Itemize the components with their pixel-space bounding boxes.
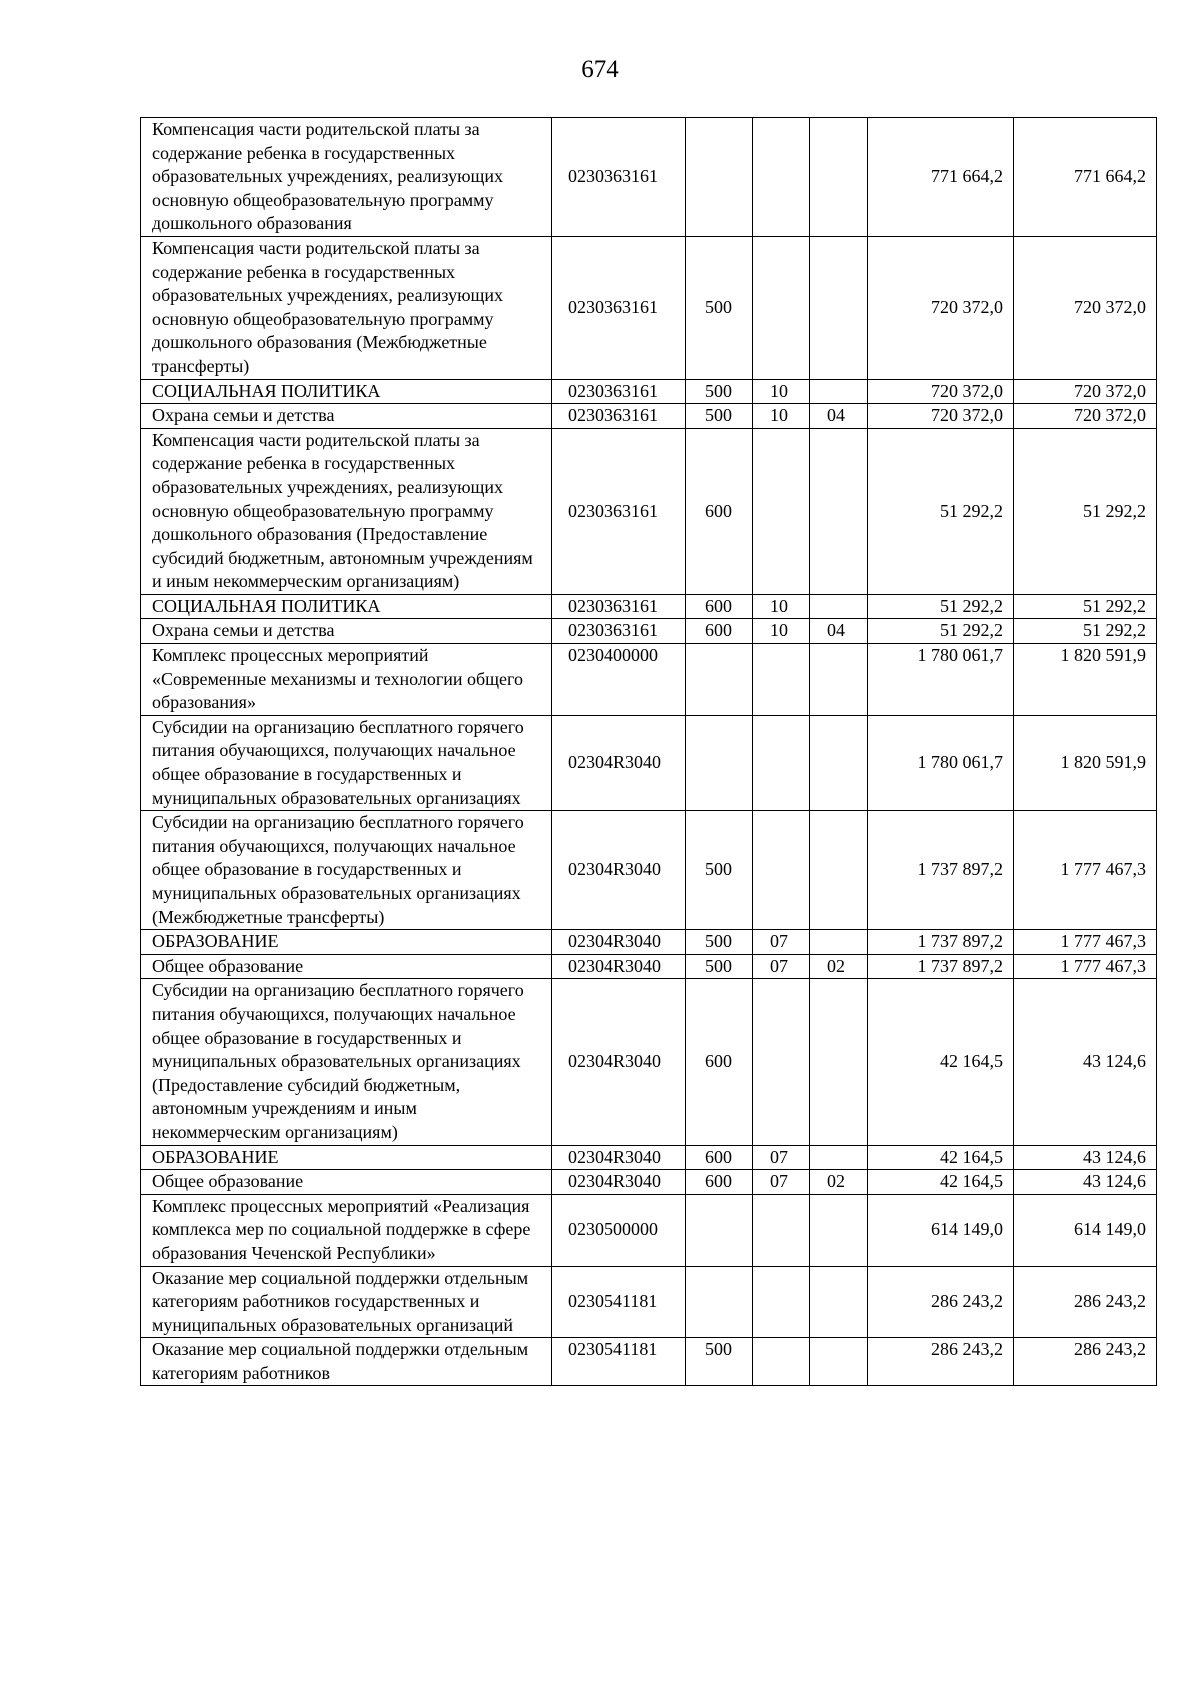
row-name-cell: Охрана семьи и детства bbox=[141, 619, 552, 644]
subsection-cell bbox=[810, 236, 868, 379]
expense-type-cell: 500 bbox=[686, 379, 753, 404]
subsection-cell bbox=[810, 1194, 868, 1266]
section-cell bbox=[753, 811, 810, 930]
subsection-cell bbox=[810, 428, 868, 594]
target-code-cell: 02304R3040 bbox=[552, 979, 686, 1145]
section-cell: 07 bbox=[753, 954, 810, 979]
table-row bbox=[141, 1266, 1157, 1338]
amount-year1-cell: 286 243,2 bbox=[868, 1266, 1014, 1338]
expense-type-cell: 600 bbox=[686, 1145, 753, 1170]
table-row bbox=[141, 594, 1157, 619]
target-code-cell: 02304R3040 bbox=[552, 1145, 686, 1170]
section-cell bbox=[753, 1338, 810, 1386]
amount-year2-cell: 720 372,0 bbox=[1014, 404, 1157, 429]
row-name-cell: СОЦИАЛЬНАЯ ПОЛИТИКА bbox=[141, 594, 552, 619]
target-code-cell: 0230541181 bbox=[552, 1338, 686, 1386]
table-row bbox=[141, 379, 1157, 404]
budget-table-body bbox=[141, 118, 1157, 1386]
subsection-cell bbox=[810, 811, 868, 930]
row-name-cell: Компенсация части родительской платы за содержание ребенка в государственных образовательных учреждениях, реализующих основную общеобразовательную программу дошкольного образования bbox=[141, 118, 552, 237]
target-code-cell: 02304R3040 bbox=[552, 930, 686, 955]
amount-year1-cell: 614 149,0 bbox=[868, 1194, 1014, 1266]
row-name-cell: Субсидии на организацию бесплатного горячего питания обучающихся, получающих начальное общее образование в государственных и муниципальных образовательных организациях bbox=[141, 715, 552, 810]
section-cell bbox=[753, 428, 810, 594]
subsection-cell bbox=[810, 715, 868, 810]
target-code-cell: 0230363161 bbox=[552, 236, 686, 379]
amount-year2-cell: 720 372,0 bbox=[1014, 379, 1157, 404]
subsection-cell bbox=[810, 1266, 868, 1338]
amount-year1-cell: 720 372,0 bbox=[868, 236, 1014, 379]
target-code-cell: 0230541181 bbox=[552, 1266, 686, 1338]
target-code-cell: 0230363161 bbox=[552, 428, 686, 594]
subsection-cell bbox=[810, 644, 868, 716]
subsection-cell bbox=[810, 1338, 868, 1386]
amount-year1-cell: 51 292,2 bbox=[868, 619, 1014, 644]
section-cell bbox=[753, 1266, 810, 1338]
table-row bbox=[141, 428, 1157, 594]
section-cell: 10 bbox=[753, 619, 810, 644]
expense-type-cell: 500 bbox=[686, 236, 753, 379]
row-name-cell: Комплекс процессных мероприятий «Реализация комплекса мер по социальной поддержке в сфере образования Чеченской Республики» bbox=[141, 1194, 552, 1266]
target-code-cell: 0230363161 bbox=[552, 379, 686, 404]
amount-year1-cell: 1 737 897,2 bbox=[868, 930, 1014, 955]
amount-year1-cell: 286 243,2 bbox=[868, 1338, 1014, 1386]
row-name-cell: Охрана семьи и детства bbox=[141, 404, 552, 429]
target-code-cell: 0230363161 bbox=[552, 118, 686, 237]
row-name-cell: Оказание мер социальной поддержки отдельным категориям работников bbox=[141, 1338, 552, 1386]
section-cell: 10 bbox=[753, 379, 810, 404]
table-row bbox=[141, 715, 1157, 810]
subsection-cell: 04 bbox=[810, 619, 868, 644]
target-code-cell: 0230363161 bbox=[552, 594, 686, 619]
table-row bbox=[141, 118, 1157, 237]
budget-table bbox=[140, 117, 1157, 1386]
amount-year2-cell: 771 664,2 bbox=[1014, 118, 1157, 237]
section-cell bbox=[753, 979, 810, 1145]
amount-year2-cell: 51 292,2 bbox=[1014, 428, 1157, 594]
row-name-cell: Субсидии на организацию бесплатного горячего питания обучающихся, получающих начальное общее образование в государственных и муниципальных образовательных организациях (Предоставление субсидий бюджетным, автономным учреждениям и иным некоммерческим организациям) bbox=[141, 979, 552, 1145]
target-code-cell: 02304R3040 bbox=[552, 1170, 686, 1195]
row-name-cell: Общее образование bbox=[141, 1170, 552, 1195]
subsection-cell bbox=[810, 118, 868, 237]
row-name-cell: Комплекс процессных мероприятий «Современные механизмы и технологии общего образования» bbox=[141, 644, 552, 716]
target-code-cell: 02304R3040 bbox=[552, 811, 686, 930]
amount-year1-cell: 1 780 061,7 bbox=[868, 715, 1014, 810]
subsection-cell: 02 bbox=[810, 954, 868, 979]
amount-year2-cell: 1 777 467,3 bbox=[1014, 811, 1157, 930]
section-cell bbox=[753, 236, 810, 379]
amount-year1-cell: 51 292,2 bbox=[868, 428, 1014, 594]
expense-type-cell: 600 bbox=[686, 979, 753, 1145]
section-cell bbox=[753, 118, 810, 237]
expense-type-cell bbox=[686, 644, 753, 716]
target-code-cell: 02304R3040 bbox=[552, 715, 686, 810]
amount-year2-cell: 1 820 591,9 bbox=[1014, 644, 1157, 716]
amount-year2-cell: 720 372,0 bbox=[1014, 236, 1157, 379]
expense-type-cell bbox=[686, 1194, 753, 1266]
expense-type-cell: 500 bbox=[686, 930, 753, 955]
expense-type-cell bbox=[686, 118, 753, 237]
section-cell: 07 bbox=[753, 930, 810, 955]
amount-year1-cell: 720 372,0 bbox=[868, 379, 1014, 404]
amount-year2-cell: 1 777 467,3 bbox=[1014, 954, 1157, 979]
row-name-cell: Общее образование bbox=[141, 954, 552, 979]
table-row bbox=[141, 644, 1157, 716]
subsection-cell bbox=[810, 379, 868, 404]
expense-type-cell: 600 bbox=[686, 1170, 753, 1195]
target-code-cell: 0230500000 bbox=[552, 1194, 686, 1266]
target-code-cell: 0230363161 bbox=[552, 404, 686, 429]
table-row bbox=[141, 811, 1157, 930]
amount-year2-cell: 51 292,2 bbox=[1014, 619, 1157, 644]
row-name-cell: Субсидии на организацию бесплатного горячего питания обучающихся, получающих начальное общее образование в государственных и муниципальных образовательных организациях (Межбюджетные трансферты) bbox=[141, 811, 552, 930]
expense-type-cell: 500 bbox=[686, 811, 753, 930]
table-row bbox=[141, 404, 1157, 429]
subsection-cell bbox=[810, 1145, 868, 1170]
expense-type-cell bbox=[686, 715, 753, 810]
expense-type-cell bbox=[686, 1266, 753, 1338]
row-name-cell: ОБРАЗОВАНИЕ bbox=[141, 930, 552, 955]
section-cell: 10 bbox=[753, 404, 810, 429]
expense-type-cell: 600 bbox=[686, 428, 753, 594]
table-row bbox=[141, 979, 1157, 1145]
amount-year2-cell: 286 243,2 bbox=[1014, 1338, 1157, 1386]
amount-year1-cell: 42 164,5 bbox=[868, 1170, 1014, 1195]
row-name-cell: ОБРАЗОВАНИЕ bbox=[141, 1145, 552, 1170]
expense-type-cell: 500 bbox=[686, 404, 753, 429]
amount-year1-cell: 42 164,5 bbox=[868, 979, 1014, 1145]
amount-year1-cell: 720 372,0 bbox=[868, 404, 1014, 429]
row-name-cell: Компенсация части родительской платы за содержание ребенка в государственных образовательных учреждениях, реализующих основную общеобразовательную программу дошкольного образования (Предоставление субсидий бюджетным, автономным учреждениям и иным некоммерческим организациям) bbox=[141, 428, 552, 594]
subsection-cell: 02 bbox=[810, 1170, 868, 1195]
subsection-cell bbox=[810, 930, 868, 955]
amount-year2-cell: 1 777 467,3 bbox=[1014, 930, 1157, 955]
expense-type-cell: 600 bbox=[686, 619, 753, 644]
amount-year2-cell: 43 124,6 bbox=[1014, 979, 1157, 1145]
section-cell: 10 bbox=[753, 594, 810, 619]
target-code-cell: 02304R3040 bbox=[552, 954, 686, 979]
table-row bbox=[141, 1194, 1157, 1266]
amount-year2-cell: 614 149,0 bbox=[1014, 1194, 1157, 1266]
target-code-cell: 0230363161 bbox=[552, 619, 686, 644]
expense-type-cell: 500 bbox=[686, 954, 753, 979]
table-row bbox=[141, 236, 1157, 379]
row-name-cell: Оказание мер социальной поддержки отдельным категориям работников государственных и муниципальных образовательных организаций bbox=[141, 1266, 552, 1338]
section-cell bbox=[753, 715, 810, 810]
subsection-cell bbox=[810, 594, 868, 619]
target-code-cell: 0230400000 bbox=[552, 644, 686, 716]
page-number: 674 bbox=[581, 56, 619, 83]
amount-year2-cell: 1 820 591,9 bbox=[1014, 715, 1157, 810]
amount-year1-cell: 771 664,2 bbox=[868, 118, 1014, 237]
subsection-cell bbox=[810, 979, 868, 1145]
amount-year2-cell: 43 124,6 bbox=[1014, 1145, 1157, 1170]
section-cell bbox=[753, 1194, 810, 1266]
amount-year1-cell: 1 780 061,7 bbox=[868, 644, 1014, 716]
table-row bbox=[141, 1170, 1157, 1195]
subsection-cell: 04 bbox=[810, 404, 868, 429]
expense-type-cell: 600 bbox=[686, 594, 753, 619]
amount-year2-cell: 43 124,6 bbox=[1014, 1170, 1157, 1195]
amount-year1-cell: 1 737 897,2 bbox=[868, 954, 1014, 979]
section-cell: 07 bbox=[753, 1145, 810, 1170]
section-cell bbox=[753, 644, 810, 716]
amount-year1-cell: 1 737 897,2 bbox=[868, 811, 1014, 930]
table-row bbox=[141, 1338, 1157, 1386]
amount-year2-cell: 286 243,2 bbox=[1014, 1266, 1157, 1338]
table-row bbox=[141, 930, 1157, 955]
row-name-cell: СОЦИАЛЬНАЯ ПОЛИТИКА bbox=[141, 379, 552, 404]
table-row bbox=[141, 619, 1157, 644]
amount-year1-cell: 42 164,5 bbox=[868, 1145, 1014, 1170]
section-cell: 07 bbox=[753, 1170, 810, 1195]
table-row bbox=[141, 1145, 1157, 1170]
expense-type-cell: 500 bbox=[686, 1338, 753, 1386]
amount-year1-cell: 51 292,2 bbox=[868, 594, 1014, 619]
table-row bbox=[141, 954, 1157, 979]
amount-year2-cell: 51 292,2 bbox=[1014, 594, 1157, 619]
row-name-cell: Компенсация части родительской платы за содержание ребенка в государственных образовательных учреждениях, реализующих основную общеобразовательную программу дошкольного образования (Межбюджетные трансферты) bbox=[141, 236, 552, 379]
